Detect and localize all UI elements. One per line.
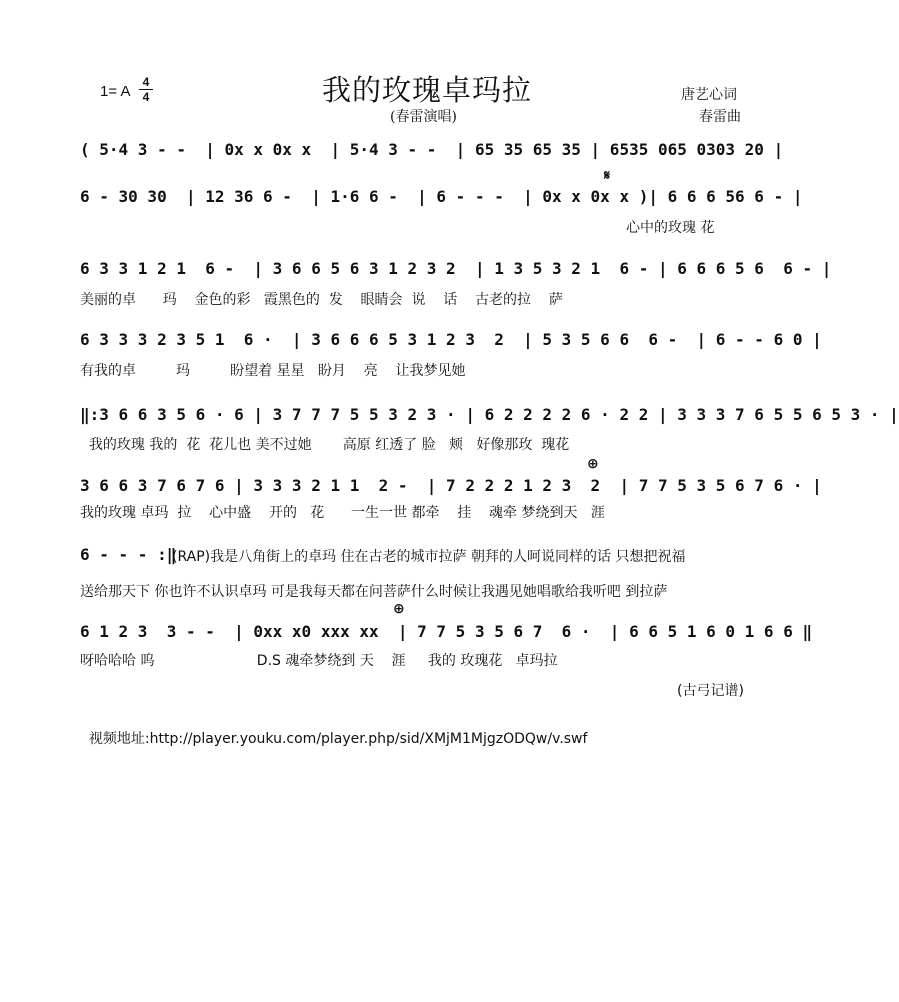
song-subtitle: (春雷演唱) bbox=[390, 109, 457, 125]
rap-text-line-1: (RAP)我是八角街上的卓玛 住在古老的城市拉萨 朝拜的人呵说同样的话 只想把祝福 bbox=[172, 549, 686, 565]
score-line-5-lyrics: 我的玫瑰 我的 花 花儿也 美不过她 高原 红透了 脸 颊 好像那玫 瑰花 bbox=[80, 437, 570, 453]
composer-credit: 春雷曲 bbox=[699, 109, 741, 125]
score-line-9-lyrics: 呀哈哈哈 呜 D.S 魂牵梦绕到 天 涯 我的 玫瑰花 卓玛拉 bbox=[80, 653, 558, 669]
rap-text-line-2: 送给那天下 你也许不认识卓玛 可是我每天都在问菩萨什么时候让我遇见她唱歌给我听吧 到拉萨 bbox=[80, 584, 668, 600]
transcriber-credit: (古弓记谱) bbox=[677, 683, 744, 699]
lyricist-credit: 唐艺心词 bbox=[681, 87, 737, 103]
score-line-2-lyrics: 心中的玫瑰 花 bbox=[626, 220, 715, 236]
key-signature: 1= A bbox=[100, 83, 131, 100]
score-line-1-notes: ( 5·4 3 - - | 0x x 0x x | 5·4 3 - - | 65 35 65 35 | 6535 065 0303 20 | bbox=[80, 140, 784, 159]
score-line-9-notes: 6 1 2 3 3 - - | 0xx x0 xxx xx | 7 7 5 3 5 6 7 6 · | 6 6 5 1 6 0 1 6 6 ‖ bbox=[80, 622, 813, 641]
time-signature bbox=[139, 76, 153, 103]
score-line-7-notes: 6 - - - :‖ bbox=[80, 545, 177, 564]
time-signature-bottom: 4 bbox=[142, 90, 150, 104]
score-line-3-lyrics: 美丽的卓 玛 金色的彩 霞黑色的 发 眼睛会 说 话 古老的拉 萨 bbox=[80, 292, 563, 308]
coda-symbol: ⊕ bbox=[587, 456, 599, 472]
score-line-6-notes: 3 6 6 3 7 6 7 6 | 3 3 3 2 1 1 2 - | 7 2 2 2 1 2 3 2 | 7 7 5 3 5 6 7 6 · | bbox=[80, 476, 822, 495]
time-signature-top: 4 bbox=[142, 75, 150, 89]
segno-symbol: 𝄋 bbox=[604, 168, 611, 184]
score-line-4-notes: 6 3 3 3 2 3 5 1 6 · | 3 6 6 6 5 3 1 2 3 2 | 5 3 5 6 6 6 - | 6 - - 6 0 | bbox=[80, 330, 822, 349]
video-url[interactable]: http://player.youku.com/player.php/sid/XMjM1MjgzODQw/v.swf bbox=[149, 731, 588, 747]
video-address bbox=[80, 712, 587, 748]
score-line-3-notes: 6 3 3 1 2 1 6 - | 3 6 6 5 6 3 1 2 3 2 | 1 3 5 3 2 1 6 - | 6 6 6 5 6 6 - | bbox=[80, 259, 832, 278]
coda-symbol-2: ⊕ bbox=[393, 601, 405, 617]
score-line-4-lyrics: 有我的卓 玛 盼望着 星星 盼月 亮 让我梦见她 bbox=[80, 363, 466, 379]
video-label: 视频地址: bbox=[88, 731, 150, 747]
song-title: 我的玫瑰卓玛拉 bbox=[322, 73, 533, 107]
score-line-5-notes: ‖:3 6 6 3 5 6 · 6 | 3 7 7 7 5 5 3 2 3 · | 6 2 2 2 2 6 · 2 2 | 3 3 3 7 6 5 5 6 5 3 · | bbox=[80, 405, 899, 424]
score-line-2-notes: 6 - 30 30 | 12 36 6 - | 1·6 6 - | 6 - - - | 0x x 0x x )| 6 6 6 56 6 - | bbox=[80, 187, 803, 206]
score-line-6-lyrics: 我的玫瑰 卓玛 拉 心中盛 开的 花 一生一世 都牵 挂 魂牵 梦绕到天 涯 bbox=[80, 505, 605, 521]
